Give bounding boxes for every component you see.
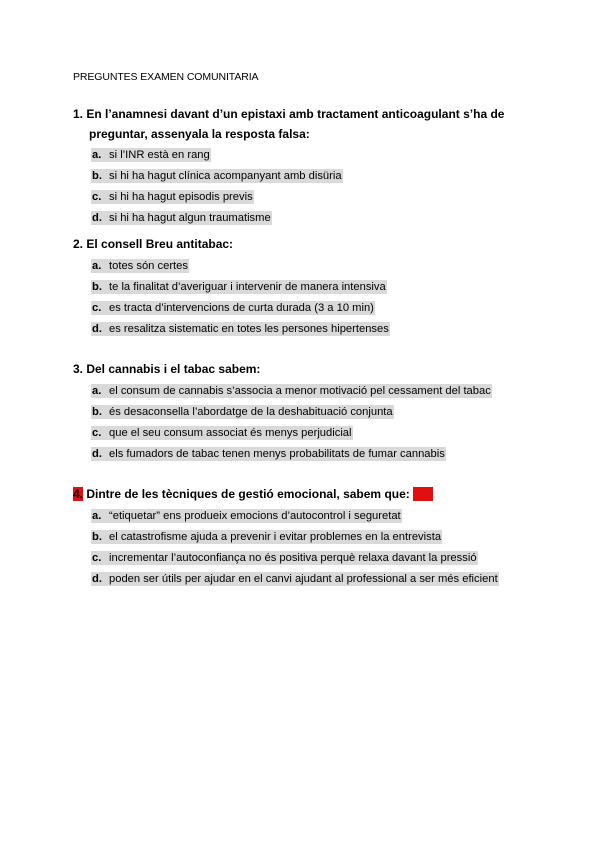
question-4-heading — [73, 484, 528, 504]
question-1-options — [73, 149, 528, 225]
option-4a[interactable]: a. “etiquetar” ens produeix emocions d’autocontrol i seguretat — [92, 510, 401, 522]
question-4-red-mark: ----- — [413, 487, 434, 501]
option-3d[interactable]: d. els fumadors de tabac tenen menys probabilitats de fumar cannabis — [92, 448, 445, 460]
document-title: PREGUNTES EXAMEN COMUNITARIA — [73, 71, 259, 83]
option-2b[interactable]: b. te la finalitat d’averiguar i intervenir de manera intensiva — [92, 281, 386, 293]
question-3-heading: 3. Del cannabis i el tabac sabem: — [73, 362, 261, 376]
question-4-options — [73, 510, 528, 586]
question-2-options — [73, 260, 528, 336]
question-2-heading: 2. El consell Breu antitabac: — [73, 237, 234, 251]
option-2a[interactable]: a. totes són certes — [92, 260, 188, 272]
question-1-heading-line1: 1. En l’anamnesi davant d’un epistaxi amb tractament anticoagulant s’ha de — [73, 107, 505, 121]
option-4d[interactable]: d. poden ser útils per ajudar en el canvi ajudant al professional a ser més eficient — [92, 573, 498, 585]
option-3a[interactable]: a. el consum de cannabis s’associa a menor motivació pel cessament del tabac — [92, 385, 491, 397]
option-3b[interactable]: b. és desaconsella l’abordatge de la deshabituació conjunta — [92, 406, 393, 418]
option-2c[interactable]: c. es tracta d’intervencions de curta durada (3 a 10 min) — [92, 302, 374, 314]
option-1a[interactable]: a. si l’INR està en rang — [92, 149, 210, 161]
question-3 — [73, 359, 528, 469]
option-1b[interactable]: b. si hi ha hagut clínica acompanyant amb disüria — [92, 170, 342, 182]
option-1c[interactable]: c. si hi ha hagut episodis previs — [92, 191, 253, 203]
option-2d[interactable]: d. es resalitza sistematic en totes les persones hipertenses — [92, 323, 389, 335]
question-4-number: 4. — [73, 487, 84, 501]
option-3c[interactable]: c. que el seu consum associat és menys perjudicial — [92, 427, 352, 439]
option-4c[interactable]: c. incrementar l’autoconfiança no és positiva perquè relaxa davant la pressió — [92, 552, 477, 564]
question-4 — [73, 484, 528, 594]
option-4b[interactable]: b. el catastrofisme ajuda a prevenir i evitar problemes en la entrevista — [92, 531, 442, 543]
option-1d[interactable]: d. si hi ha hagut algun traumatisme — [92, 212, 271, 224]
question-1-heading-line2: preguntar, assenyala la resposta falsa: — [89, 127, 310, 141]
question-3-options — [73, 385, 528, 461]
question-1-heading — [73, 104, 528, 144]
question-1 — [73, 104, 528, 233]
question-2 — [73, 234, 528, 344]
question-4-heading-text: Dintre de les tècniques de gestió emocional, sabem que: — [83, 487, 410, 501]
